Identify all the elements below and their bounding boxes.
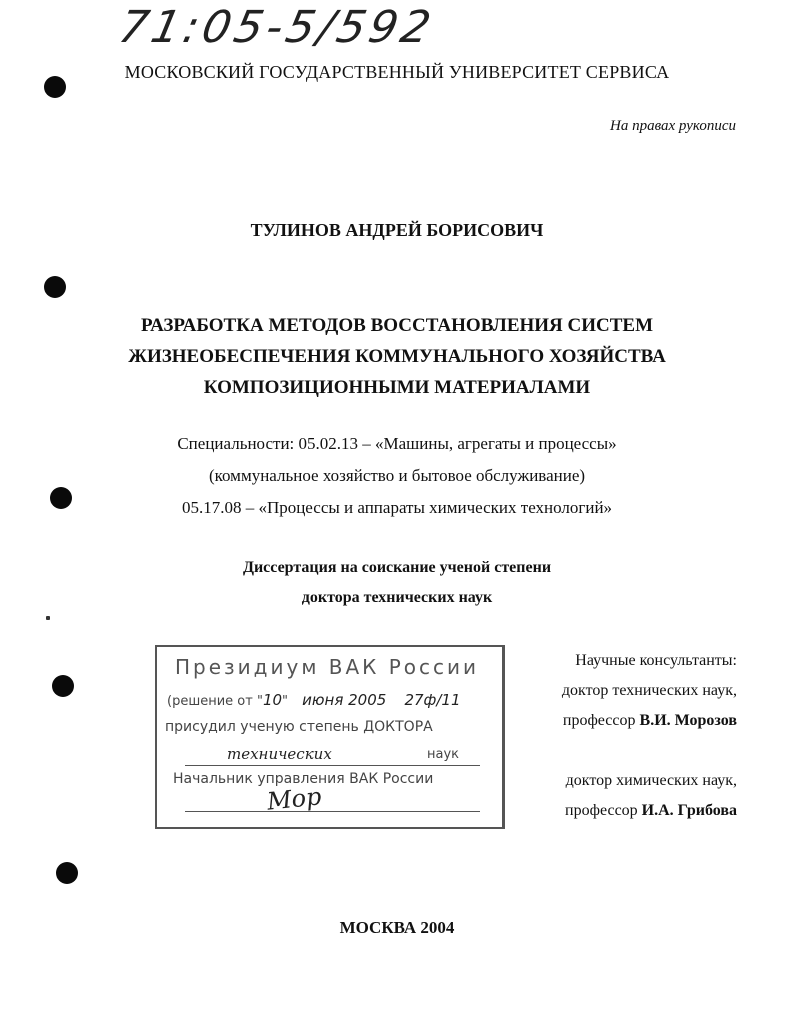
specialty-line-1: Специальности: 05.02.13 – «Машины, агрегаты и процессы»: [177, 434, 617, 453]
consultant-1-degree: доктор технических наук,: [561, 682, 737, 699]
consultant-2-name: И.А. Грибова: [641, 802, 737, 819]
rights-note: На правах рукописи: [610, 118, 736, 134]
title-line-3: КОМПОЗИЦИОННЫМИ МАТЕРИАЛАМИ: [203, 377, 591, 398]
stamp-decision-prefix: (решение от ": [167, 694, 263, 709]
specialty-line-3: 05.17.08 – «Процессы и аппараты химических технологий»: [181, 498, 613, 517]
stamp-awarded-degree: присудил ученую степень ДОКТОРА: [165, 719, 433, 735]
degree-line-2: доктора технических наук: [301, 589, 493, 606]
title-line-1: РАЗРАБОТКА МЕТОДОВ ВОССТАНОВЛЕНИЯ СИСТЕМ: [140, 315, 654, 336]
specialties: [0, 428, 794, 524]
stamp-signature: Мор: [265, 782, 323, 816]
stamp-underline-1: [185, 765, 480, 766]
vak-approval-stamp: [155, 645, 505, 829]
dissertation-title: [0, 310, 794, 403]
stamp-decision-day: 10: [262, 691, 283, 709]
consultants-block-2: [525, 766, 737, 826]
binding-hole-2: [44, 276, 66, 298]
consultants-heading: Научные консультанты:: [575, 652, 737, 669]
consultants-block: [525, 646, 737, 736]
consultant-1-line: [525, 706, 737, 736]
stamp-sciences-suffix: наук: [427, 747, 460, 762]
scan-mark: [46, 616, 50, 620]
degree-line-1: Диссертация на соискание ученой степени: [242, 559, 552, 576]
stamp-presidium: Президиум ВАК России: [175, 655, 480, 679]
handwritten-archive-number: 71:05-5/592: [114, 2, 439, 53]
stamp-decision-quote: ": [282, 694, 289, 709]
consultant-2-line: [525, 796, 737, 826]
stamp-decision: [167, 691, 461, 709]
degree-statement: [0, 553, 794, 613]
binding-hole-5: [56, 862, 78, 884]
stamp-handwritten-field: технических: [227, 745, 332, 763]
author-name: ТУЛИНОВ АНДРЕЙ БОРИСОВИЧ: [250, 220, 544, 240]
title-line-2: ЖИЗНЕОБЕСПЕЧЕНИЯ КОММУНАЛЬНОГО ХОЗЯЙСТВА: [128, 346, 666, 367]
university-name: МОСКОВСКИЙ ГОСУДАРСТВЕННЫЙ УНИВЕРСИТЕТ СЕРВИСА: [124, 62, 670, 82]
consultant-2-degree: доктор химических наук,: [565, 772, 737, 789]
stamp-decision-number: 27ф/11: [404, 691, 461, 709]
consultant-1-name: В.И. Морозов: [639, 712, 737, 729]
binding-hole-4: [52, 675, 74, 697]
specialty-line-2: (коммунальное хозяйство и бытовое обслуживание): [208, 466, 586, 485]
stamp-head-of-department: Начальник управления ВАК России: [173, 771, 434, 787]
stamp-decision-date: июня 2005: [302, 691, 387, 709]
stamp-underline-2: [185, 811, 480, 812]
city-year: МОСКВА 2004: [339, 918, 455, 937]
consultant-2-title: профессор: [565, 802, 638, 819]
consultant-1-title: профессор: [562, 712, 636, 729]
